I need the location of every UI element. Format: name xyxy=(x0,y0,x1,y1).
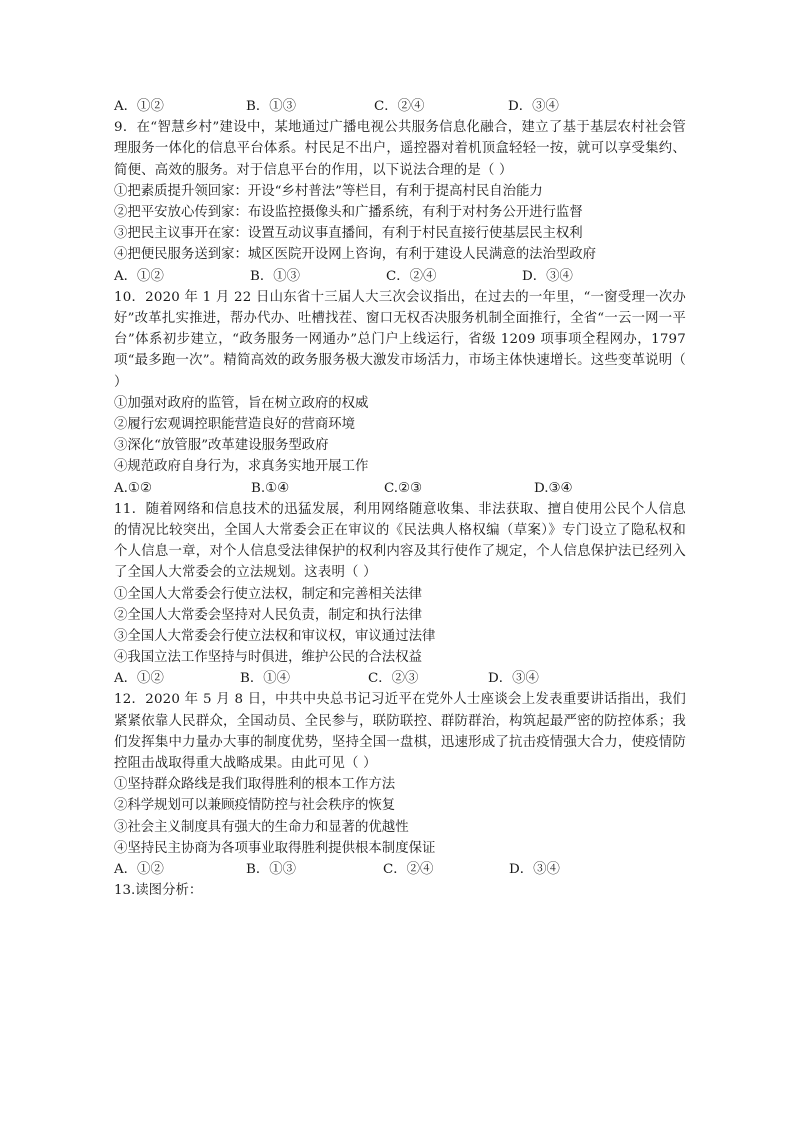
q8-option-a: A．①② xyxy=(114,99,164,114)
q13-stem: 13.读图分析： xyxy=(114,883,203,899)
q11-option-b: B．①④ xyxy=(240,671,291,687)
q9-item-4: ④把便民服务送到家：城区医院开设网上咨询，有利于建设人民满意的法治型政府 xyxy=(114,247,597,263)
q11-item-3: ③全国人大常委会行使立法权和审议权，审议通过法律 xyxy=(114,628,436,644)
q9-options xyxy=(114,266,686,287)
q12-item-1: ①坚持群众路线是我们取得胜利的根本工作方法 xyxy=(114,777,396,793)
q9-stem: 9．在“智慧乡村”建设中，某地通过广播电视公共服务信息化融合，建立了基于基层农村社会管理服务一体化的信息平台体系。村民足不出户，遥控器对着机顶盒轻轻一按，就可以享受集约、简便、高效的服务。对于信息平台的作用，以下说法合理的是（ ） xyxy=(114,120,686,178)
q12-option-b: B．①③ xyxy=(246,862,297,877)
q12-item-2: ②科学规划可以兼顾疫情防控与社会秩序的恢复 xyxy=(114,798,396,814)
q11-item-2: ②全国人大常委会坚持对人民负责，制定和执行法律 xyxy=(114,607,422,623)
q10-item-1: ①加强对政府的监管，旨在树立政府的权威 xyxy=(114,395,369,411)
q12-option-d: D．③④ xyxy=(509,862,560,877)
q10-option-b: B.①④ xyxy=(251,480,290,496)
q8-options xyxy=(114,96,686,117)
q8-option-d: D．③④ xyxy=(508,99,559,114)
q10-option-d: D.③④ xyxy=(534,480,573,496)
q11-item-4: ④我国立法工作坚持与时俱进，维护公民的合法权益 xyxy=(114,650,422,666)
q11-stem: 11．随着网络和信息技术的迅猛发展，利用网络随意收集、非法获取、擅自使用公民个人信息的情况比较突出，全国人大常委会正在审议的《民法典人格权编（草案）》专门设立了隐私权和个人信息一章，对个人信息受法律保护的权利内容及其行使作了规定，个人信息保护法已经列入了全国人大常委会的立法规划。这表明（ ） xyxy=(114,501,686,581)
q9-option-c: C．②④ xyxy=(386,268,437,284)
q9-option-d: D．③④ xyxy=(522,268,573,284)
q11-item-1: ①全国人大常委会行使立法权，制定和完善相关法律 xyxy=(114,586,422,602)
q10-item-3: ③深化“放管服”改革建设服务型政府 xyxy=(114,438,329,454)
q11-option-c: C．②③ xyxy=(368,671,419,687)
q12-item-4: ④坚持民主协商为各项事业取得胜利提供根本制度保证 xyxy=(114,840,436,856)
q10-option-a: A.①② xyxy=(114,480,152,496)
q12-option-a: A．①② xyxy=(114,862,164,877)
q12-stem: 12．2020 年 5 月 8 日，中共中央总书记习近平在党外人士座谈会上发表重要讲话指出，我们紧紧依靠人民群众，全国动员、全民参与，联防联控、群防群治，构筑起最严密的防控体系；我们发挥集中力量办大事的制度优势，坚持全国一盘棋，迅速形成了抗击疫情强大合力，使疫情防控阻击战取得重大战略成果。由此可见（ ） xyxy=(114,692,686,772)
q9-item-3: ③把民主议事开在家：设置互动议事直播间，有利于村民直接行使基层民主权利 xyxy=(114,226,583,242)
q11-option-a: A．①② xyxy=(114,671,164,687)
q9-option-b: B．①③ xyxy=(250,268,301,284)
question-content xyxy=(114,96,686,901)
q8-option-c: C．②④ xyxy=(374,99,425,114)
q10-item-2: ②履行宏观调控职能营造良好的营商环境 xyxy=(114,416,356,432)
q10-item-4: ④规范政府自身行为，求真务实地开展工作 xyxy=(114,459,369,475)
q12-options xyxy=(114,859,686,880)
q10-options xyxy=(114,478,686,499)
q9-item-2: ②把平安放心传到家：布设监控摄像头和广播系统，有利于对村务公开进行监督 xyxy=(114,204,583,220)
q12-item-3: ③社会主义制度具有强大的生命力和显著的优越性 xyxy=(114,819,409,835)
q9-option-a: A．①② xyxy=(114,268,164,284)
q11-option-d: D．③④ xyxy=(488,671,539,687)
q12-option-c: C．②④ xyxy=(383,862,434,877)
q8-option-b: B．①③ xyxy=(246,99,297,114)
q11-options xyxy=(114,668,686,689)
q10-option-c: C.②③ xyxy=(384,480,423,496)
q10-stem: 10．2020 年 1 月 22 日山东省十三届人大三次会议指出，在过去的一年里，“一窗受理一次办好”改革扎实推进，帮办代办、吐槽找茬、窗口无权否决服务机制全面推行，全省“一云一网一平台”体系初步建立，“政务服务一网通办”总门户上线运行，省级 1209 项事项全程网办，1797 项“最多跑一次”。精简高效的政务服务极大激发市场活力，市场主体快速增长。这些变革说明（ ） xyxy=(114,289,686,390)
q9-item-1: ①把素质提升领回家：开设“乡村普法”等栏目，有利于提高村民自治能力 xyxy=(114,183,543,199)
